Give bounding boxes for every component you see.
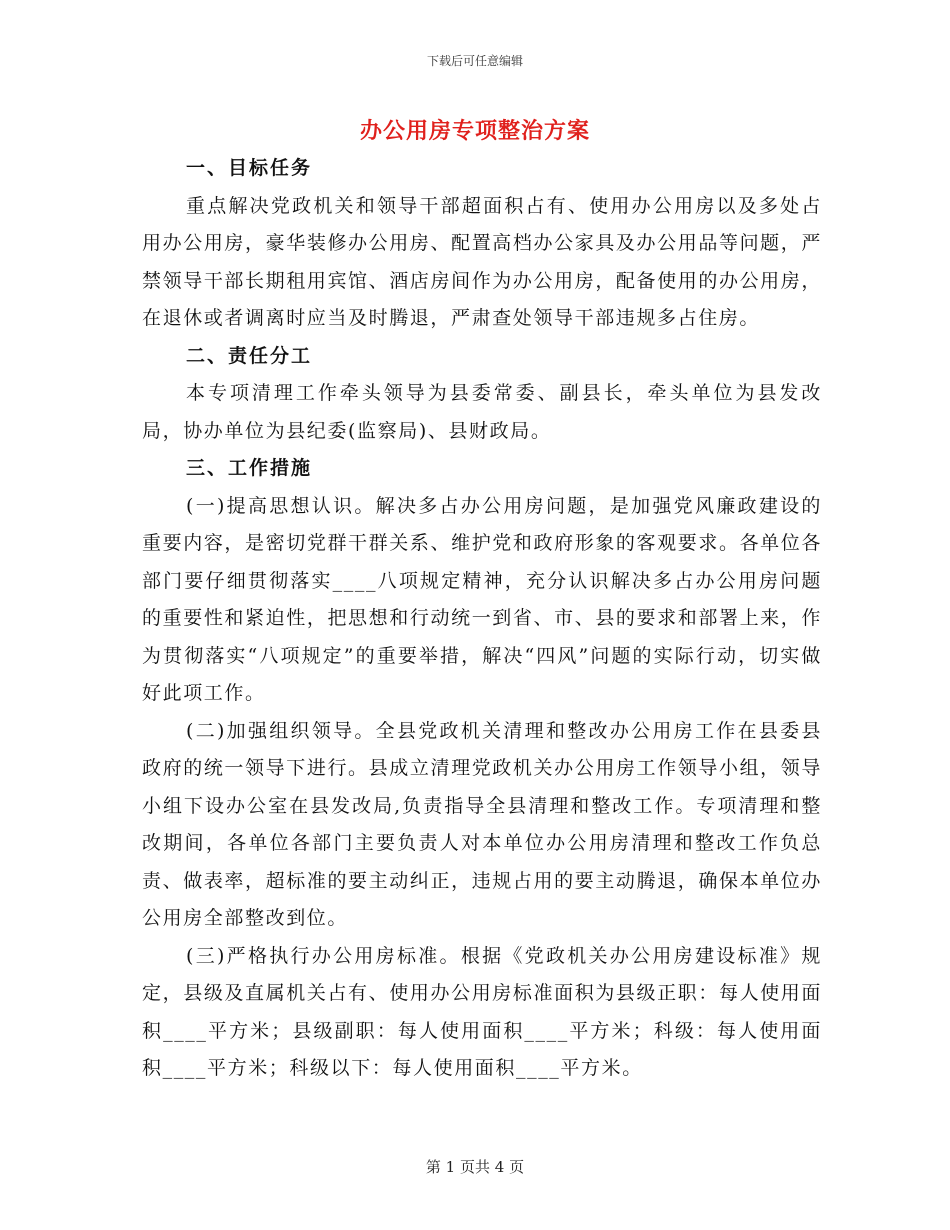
paragraph-measure-2: (二)加强组织领导。全县党政机关清理和整改办公用房工作在县委县政府的统一领导下进行。县成立清理党政机关办公用房工作领导小组，领导小组下设办公室在县发改局,负责指导全县清理和整改工作。专项清理和整改期间，各单位各部门主要负责人对本单位办公用房清理和整改工作负总责、做表率，超标准的要主动纠正，违规占用的要主动腾退，确保本单位办公用房全部整改到位。 [142,719,822,929]
page-number: 第 1 页共 4 页 [425,1158,525,1176]
section-heading-measures: 三、工作措施 [186,457,313,479]
page-header-note: 下载后可任意编辑 [426,54,523,68]
paragraph-measure-3: (三)严格执行办公用房标准。根据《党政机关办公用房建设标准》规定，县级及直属机关占有、使用办公用房标准面积为县级正职：每人使用面积____平方米；县级副职：每人使用面积____平方米；科级：每人使用面积____平方米；科级以下：每人使用面积____平方米。 [142,944,822,1079]
document-title: 办公用房专项整治方案 [359,118,590,144]
section-heading-responsibility: 二、责任分工 [186,344,313,367]
section-heading-goals: 一、目标任务 [186,157,313,179]
paragraph-measure-1: (一)提高思想认识。解决多占办公用房问题，是加强党风廉政建设的重要内容，是密切党群干群关系、维护党和政府形象的客观要求。各单位各部门要仔细贯彻落实____八项规定精神，充分认识解决多占办公用房问题的重要性和紧迫性，把思想和行动统一到省、市、县的要求和部署上来，作为贯彻落实“八项规定”的重要举措，解决“四风”问题的实际行动，切实做好此项工作。 [142,494,822,704]
section-measures [142,450,822,1088]
section-goals [142,150,822,338]
paragraph-goals: 重点解决党政机关和领导干部超面积占有、使用办公用房以及多处占用办公用房，豪华装修办公用房、配置高档办公家具及办公用品等问题，严禁领导干部长期租用宾馆、酒店房间作为办公用房，配备使用的办公用房，在退休或者调离时应当及时腾退，严肃查处领导干部违规多占住房。 [142,194,822,329]
section-responsibility [142,338,822,451]
document-body [142,150,822,1088]
paragraph-responsibility: 本专项清理工作牵头领导为县委常委、副县长，牵头单位为县发改局，协办单位为县纪委(监察局)、县财政局。 [142,382,822,442]
